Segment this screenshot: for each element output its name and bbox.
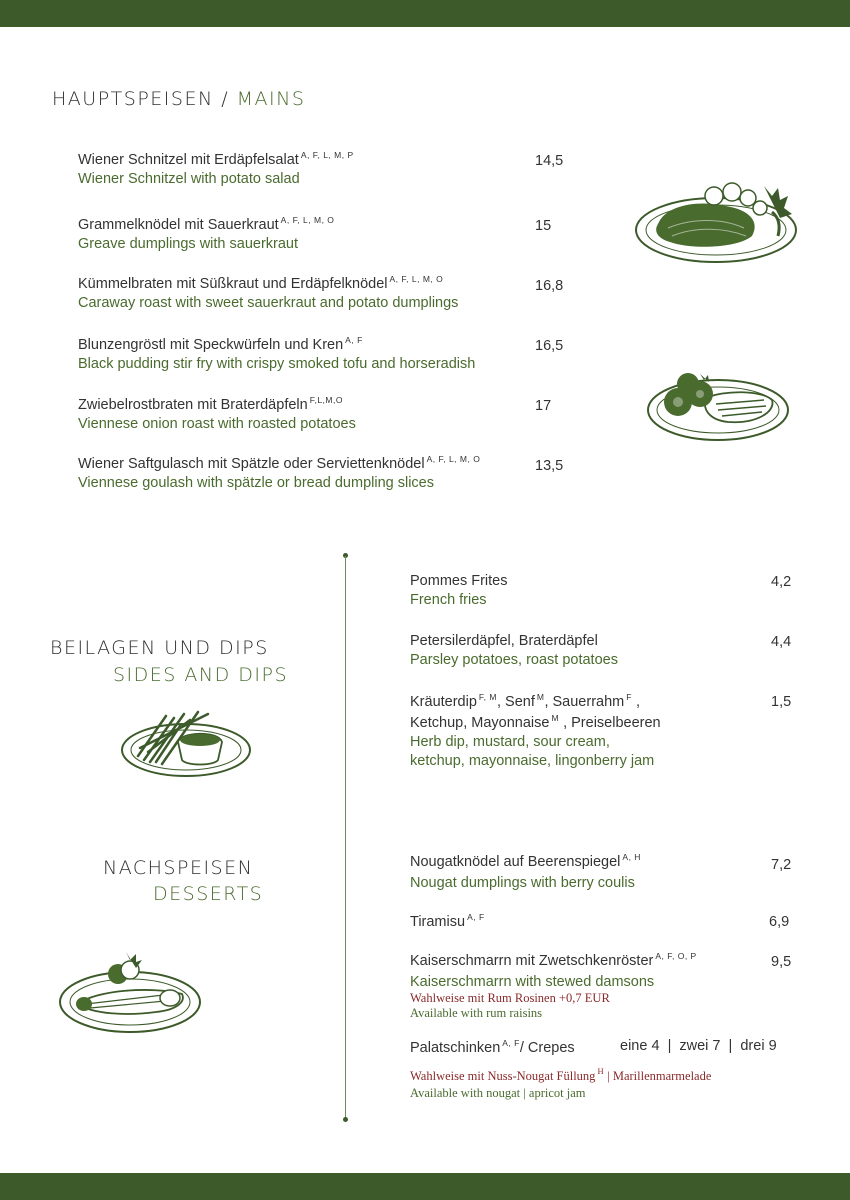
item-name-en: Viennese onion roast with roasted potatoes: [78, 416, 356, 432]
allergen-codes: A, F, L, M, O: [426, 454, 481, 464]
desserts-title-de: NACHSPEISEN: [103, 857, 254, 879]
item-name-de: Zwiebelrostbraten mit Braterdäpfeln: [78, 397, 308, 413]
option-note-en: Available with rum raisins: [410, 1006, 543, 1020]
item-name-en: Caraway roast with sweet sauerkraut and potato dumplings: [78, 295, 459, 311]
dips-line-2: [410, 713, 661, 731]
option-note: | Marillenmarmelade: [604, 1069, 712, 1083]
item-name-en: ketchup, mayonnaise, lingonberry jam: [410, 753, 655, 769]
bottom-band: [0, 1173, 850, 1200]
top-band: [0, 0, 850, 27]
sides-title-en: SIDES AND DIPS: [113, 664, 289, 686]
dip-name: , Sauerrahm: [544, 694, 625, 710]
crepes-prices: eine 4 | zwei 7 | drei 9: [620, 1038, 777, 1054]
item-price: 7,2: [771, 857, 792, 873]
side-item-potatoes: [410, 633, 618, 668]
item-name-de: Palatschinken: [410, 1040, 501, 1056]
dip-name: Ketchup, Mayonnaise: [410, 715, 550, 731]
item-price: 9,5: [771, 954, 792, 970]
mains-heading: [52, 88, 305, 110]
menu-item-grammelknoedel: [78, 215, 334, 252]
dessert-item-tiramisu: [410, 912, 485, 930]
item-price: 1,5: [771, 694, 792, 710]
allergen-codes: F,L,M,O: [309, 395, 343, 405]
item-price: 16,8: [535, 278, 564, 294]
dip-name: Kräuterdip: [410, 694, 477, 710]
item-price: 16,5: [535, 338, 564, 354]
fries-dip-illustration: [118, 706, 256, 780]
dip-name: , Preiselbeeren: [559, 715, 661, 731]
menu-item-kuemmelbraten: [78, 274, 458, 311]
item-name-de: Pommes Frites: [410, 573, 508, 589]
item-name-en: Greave dumplings with sauerkraut: [78, 236, 299, 252]
item-name-en: Viennese goulash with spätzle or bread dumpling slices: [78, 475, 435, 491]
item-name-suffix: / Crepes: [519, 1040, 575, 1056]
side-item-dips: [410, 692, 661, 769]
item-name-de: Tiramisu: [410, 914, 466, 930]
item-price: 13,5: [535, 458, 564, 474]
item-name-de: Kümmelbraten mit Süßkraut und Erdäpfelknödel: [78, 276, 388, 292]
option-note: Wahlweise mit Rum Rosinen +0,7 EUR: [410, 991, 610, 1005]
item-name-de: Wiener Schnitzel mit Erdäpfelsalat: [78, 152, 299, 168]
divider-dot-bottom: [343, 1117, 348, 1122]
item-name-en: Kaiserschmarrn with stewed damsons: [410, 974, 655, 990]
item-price: 17: [535, 398, 552, 414]
menu-item-saftgulasch: [78, 454, 480, 491]
item-price: 4,4: [771, 634, 792, 650]
allergen-codes: A, F: [467, 912, 485, 922]
roast-plate-illustration: [644, 364, 792, 446]
mains-title-en: MAINS: [236, 88, 306, 110]
item-name-en: Parsley potatoes, roast potatoes: [410, 652, 618, 668]
dessert-plate-illustration: [56, 946, 204, 1038]
allergen-codes: A, H: [622, 852, 641, 862]
side-item-pommes: [410, 573, 508, 608]
allergen-codes: F: [626, 692, 632, 702]
item-price: 15: [535, 218, 552, 234]
dessert-item-kaiserschmarrn: [410, 951, 697, 1021]
item-price: 4,2: [771, 574, 792, 590]
item-price: 14,5: [535, 153, 564, 169]
allergen-codes: A, F, L, M, O: [389, 274, 444, 284]
menu-item-schnitzel: [78, 150, 354, 187]
allergen-codes: A, F, L, M, O: [280, 215, 335, 225]
item-name-de: Wiener Saftgulasch mit Spätzle oder Serviettenknödel: [78, 456, 425, 472]
allergen-codes: M: [536, 692, 545, 702]
item-name-de: Blunzengröstl mit Speckwürfeln und Kren: [78, 337, 344, 353]
menu-item-blunzengroestl: [78, 335, 475, 372]
item-name-de: Nougatknödel auf Beerenspiegel: [410, 854, 621, 870]
item-name-en: Nougat dumplings with berry coulis: [410, 875, 635, 891]
item-name-de: Grammelknödel mit Sauerkraut: [78, 217, 279, 233]
allergen-codes: M: [551, 713, 560, 723]
item-name-en: Herb dip, mustard, sour cream,: [410, 734, 610, 750]
item-name-de: Kaiserschmarrn mit Zwetschkenröster: [410, 953, 654, 969]
item-name-en: Black pudding stir fry with crispy smoked tofu and horseradish: [78, 356, 476, 372]
item-name-de: Petersilerdäpfel, Braterdäpfel: [410, 633, 598, 649]
allergen-codes: A, F, O, P: [655, 951, 697, 961]
allergen-codes: H: [597, 1066, 605, 1076]
item-price: 6,9: [769, 914, 790, 930]
allergen-codes: A, F: [345, 335, 363, 345]
schnitzel-plate-illustration: [632, 176, 804, 268]
dip-name: , Senf: [496, 694, 535, 710]
allergen-codes: F, M: [478, 692, 497, 702]
desserts-title-en: DESSERTS: [153, 883, 264, 905]
option-note-en: Available with nougat | apricot jam: [410, 1086, 586, 1100]
vertical-divider: [345, 556, 346, 1120]
allergen-codes: A, F, L, M, P: [300, 150, 354, 160]
sides-title-de: BEILAGEN UND DIPS: [50, 637, 269, 659]
dip-name: ,: [631, 694, 641, 710]
dessert-item-nougatknoedel: [410, 852, 641, 891]
allergen-codes: A, F: [502, 1038, 520, 1048]
item-name-en: Wiener Schnitzel with potato salad: [78, 171, 300, 187]
item-name-en: French fries: [410, 592, 487, 608]
mains-title-de: HAUPTSPEISEN /: [52, 88, 230, 110]
dips-line-1: [410, 692, 661, 710]
option-note: Wahlweise mit Nuss-Nougat Füllung: [410, 1069, 596, 1083]
menu-item-zwiebelrostbraten: [78, 395, 356, 432]
